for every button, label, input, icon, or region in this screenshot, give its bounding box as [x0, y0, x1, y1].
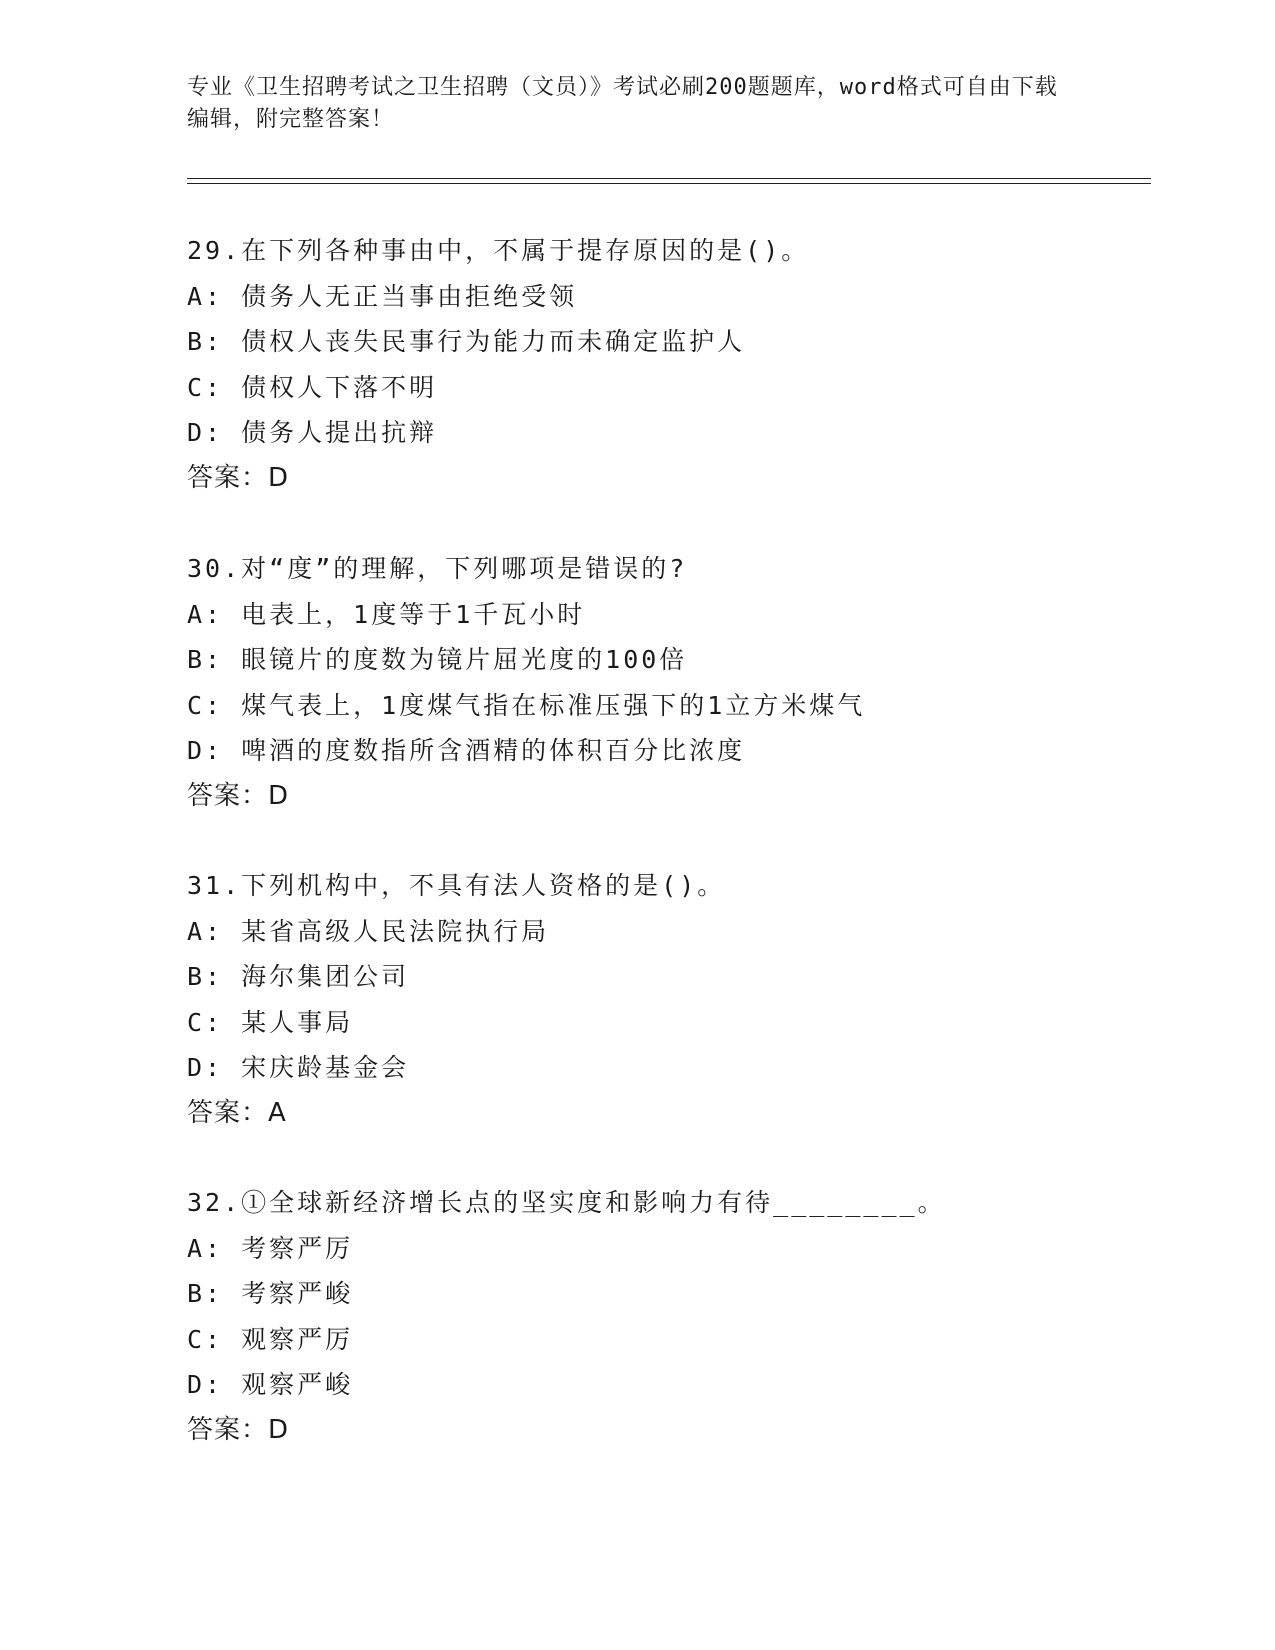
option-b: B: 海尔集团公司: [187, 962, 410, 991]
option-a: A: 某省高级人民法院执行局: [187, 916, 550, 946]
option-d: D: 宋庆龄基金会: [187, 1053, 410, 1082]
answer: 答案：D: [187, 1414, 290, 1445]
option-c: C: 观察严厉: [187, 1324, 354, 1354]
option-c: C: 某人事局: [187, 1007, 354, 1037]
header-divider-top: [187, 178, 1151, 179]
option-d: D: 啤酒的度数指所含酒精的体积百分比浓度: [187, 736, 746, 765]
header-divider-bottom: [187, 183, 1151, 184]
option-b: B: 眼镜片的度数为镜片屈光度的100倍: [187, 645, 688, 674]
option-a: A: 电表上，1度等于1千瓦小时: [187, 599, 586, 629]
question-stem: 30.对“度”的理解，下列哪项是错误的?: [187, 554, 688, 583]
option-b: B: 考察严峻: [187, 1279, 354, 1308]
question-stem: 32.①全球新经济增长点的坚实度和影响力有待________。: [187, 1188, 946, 1217]
option-d: D: 观察严峻: [187, 1370, 354, 1399]
option-c: C: 煤气表上，1度煤气指在标准压强下的1立方米煤气: [187, 690, 866, 720]
option-a: A: 考察严厉: [187, 1233, 354, 1263]
option-d: D: 债务人提出抗辩: [187, 418, 438, 447]
question-32: [187, 1180, 1147, 1453]
question-stem: 31.下列机构中，不具有法人资格的是()。: [187, 871, 726, 900]
answer: 答案：D: [187, 780, 290, 811]
question-31: [187, 863, 1147, 1136]
option-c: C: 债权人下落不明: [187, 372, 438, 402]
answer: 答案：D: [187, 462, 290, 493]
document-header: 专业《卫生招聘考试之卫生招聘（文员）》考试必刷200题题库，word格式可自由下载编辑，附完整答案！: [187, 75, 1058, 132]
option-a: A: 债务人无正当事由拒绝受领: [187, 281, 578, 311]
answer: 答案：A: [187, 1097, 287, 1128]
option-b: B: 债权人丧失民事行为能力而未确定监护人: [187, 327, 746, 356]
question-30: [187, 546, 1147, 819]
question-29: [187, 228, 1147, 501]
question-stem: 29.在下列各种事由中，不属于提存原因的是()。: [187, 236, 810, 265]
